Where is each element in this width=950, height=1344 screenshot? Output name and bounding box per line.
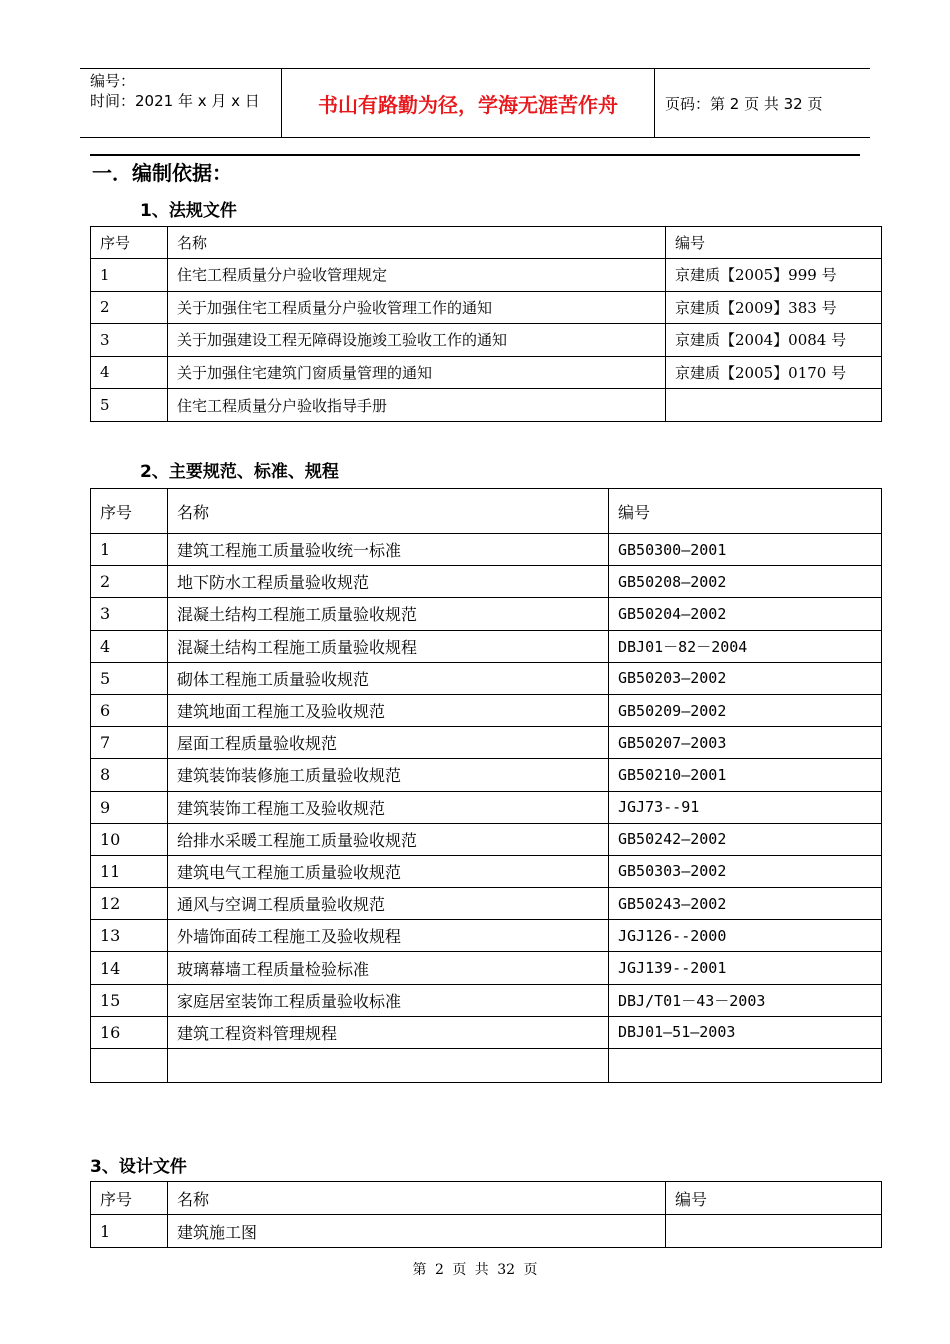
table-row (91, 534, 882, 566)
table-cell: 关于加强住宅建筑门窗质量管理的通知 (168, 356, 666, 389)
table-row (91, 759, 882, 791)
table-cell: 家庭居室装饰工程质量验收标准 (168, 984, 609, 1016)
table-cell: 混凝土结构工程施工质量验收规程 (168, 630, 609, 662)
table-cell: 4 (91, 630, 168, 662)
table-header-cell: 编号 (609, 489, 882, 534)
table-cell: 建筑地面工程施工及验收规范 (168, 694, 609, 726)
table-cell: 给排水采暖工程施工质量验收规范 (168, 823, 609, 855)
page-label: 页码：第 2 页 共 32 页 (665, 94, 823, 113)
table-cell: 关于加强住宅工程质量分户验收管理工作的通知 (168, 291, 666, 324)
table-cell: 1 (91, 259, 168, 292)
table-cell: GB50242—2002 (609, 823, 882, 855)
table-cell: GB50208—2002 (609, 566, 882, 598)
table-row (91, 984, 882, 1016)
table-cell: 建筑工程施工质量验收统一标准 (168, 534, 609, 566)
table-cell: GB50300—2001 (609, 534, 882, 566)
table-cell: 1 (91, 1215, 168, 1248)
table-cell: 7 (91, 727, 168, 759)
table-header-cell: 序号 (91, 1182, 168, 1215)
time-label: 时间：2021 年 x 月 x 日 (90, 92, 260, 110)
table-cell: 建筑装饰装修施工质量验收规范 (168, 759, 609, 791)
design-docs-table (90, 1181, 882, 1248)
table-row (91, 694, 882, 726)
table-cell: 1 (91, 534, 168, 566)
table-row (91, 727, 882, 759)
table-cell: 建筑电气工程施工质量验收规范 (168, 855, 609, 887)
table-row (91, 855, 882, 887)
table-cell: GB50243—2002 (609, 888, 882, 920)
table-row (91, 291, 882, 324)
section2-title: 2、主要规范、标准、规程 (140, 462, 339, 482)
table-header-cell: 序号 (91, 489, 168, 534)
table-cell (666, 389, 882, 422)
table-header-cell: 编号 (666, 227, 882, 259)
table-cell: 15 (91, 984, 168, 1016)
table-header-row (91, 227, 882, 259)
motto-cell (282, 69, 655, 137)
table-cell: GB50203—2002 (609, 662, 882, 694)
standards-table (90, 488, 882, 1083)
table-cell: 3 (91, 324, 168, 357)
table-cell: 2 (91, 566, 168, 598)
table-cell: 11 (91, 855, 168, 887)
motto-text: 书山有路勤为径，学海无涯苦作舟 (318, 92, 618, 117)
heading-rule (90, 154, 860, 156)
table-row (91, 259, 882, 292)
table-header-row (91, 1182, 882, 1215)
table-row (91, 324, 882, 357)
table-row (91, 356, 882, 389)
footer-gong: 共 (474, 1262, 489, 1278)
document-header (80, 68, 870, 138)
table-cell: GB50207—2003 (609, 727, 882, 759)
table-cell: 2 (91, 291, 168, 324)
table-cell: GB50210—2001 (609, 759, 882, 791)
table-cell: JGJ126--2000 (609, 920, 882, 952)
table-header-cell: 编号 (666, 1182, 882, 1215)
table-row (91, 791, 882, 823)
table-cell: 10 (91, 823, 168, 855)
table-cell: 9 (91, 791, 168, 823)
table-cell (168, 1049, 609, 1083)
table-cell: 京建质【2005】999 号 (666, 259, 882, 292)
footer-page-number: 2 (434, 1262, 444, 1278)
table-cell: GB50209—2002 (609, 694, 882, 726)
table-row (91, 1049, 882, 1083)
table-row (91, 952, 882, 984)
table-header-cell: 名称 (168, 227, 666, 259)
table-cell: DBJ01－82－2004 (609, 630, 882, 662)
table-row (91, 566, 882, 598)
table-cell: 关于加强建设工程无障碍设施竣工验收工作的通知 (168, 324, 666, 357)
table-cell (666, 1215, 882, 1248)
footer-ye: 页 (452, 1262, 467, 1278)
section3-title: 3、设计文件 (90, 1157, 187, 1177)
page-footer (0, 1259, 950, 1279)
table-row (91, 823, 882, 855)
table-cell: 6 (91, 694, 168, 726)
table-row (91, 1215, 882, 1248)
footer-di: 第 (412, 1262, 427, 1278)
table-cell: 13 (91, 920, 168, 952)
table-cell: 5 (91, 662, 168, 694)
table-cell: 住宅工程质量分户验收指导手册 (168, 389, 666, 422)
table-row (91, 630, 882, 662)
table-row (91, 920, 882, 952)
page-label-cell (655, 69, 870, 137)
table-cell: 5 (91, 389, 168, 422)
table-row (91, 1016, 882, 1048)
table-cell: 屋面工程质量验收规范 (168, 727, 609, 759)
table-header-cell: 名称 (168, 489, 609, 534)
table-cell: 8 (91, 759, 168, 791)
table-cell: 外墙饰面砖工程施工及验收规程 (168, 920, 609, 952)
table-header-cell: 序号 (91, 227, 168, 259)
table-row (91, 389, 882, 422)
table-cell: 建筑施工图 (168, 1215, 666, 1248)
table-cell: 12 (91, 888, 168, 920)
table-cell: 砌体工程施工质量验收规范 (168, 662, 609, 694)
table-cell: 4 (91, 356, 168, 389)
section1-title: 1、法规文件 (140, 201, 237, 221)
table-cell: 玻璃幕墙工程质量检验标准 (168, 952, 609, 984)
footer-total-pages: 32 (497, 1262, 516, 1278)
table-cell: 3 (91, 598, 168, 630)
table-cell: 通风与空调工程质量验收规范 (168, 888, 609, 920)
table-cell: DBJ01—51—2003 (609, 1016, 882, 1048)
footer-ye-2: 页 (523, 1262, 538, 1278)
table-cell: 住宅工程质量分户验收管理规定 (168, 259, 666, 292)
table-cell: DBJ/T01－43－2003 (609, 984, 882, 1016)
table-cell: 建筑装饰工程施工及验收规范 (168, 791, 609, 823)
table-cell: JGJ139--2001 (609, 952, 882, 984)
table-cell: GB50204—2002 (609, 598, 882, 630)
table-row (91, 598, 882, 630)
section-heading: 一．编制依据： (92, 161, 232, 185)
table-cell: GB50303—2002 (609, 855, 882, 887)
table-cell: 建筑工程资料管理规程 (168, 1016, 609, 1048)
table-row (91, 662, 882, 694)
table-cell: 京建质【2009】383 号 (666, 291, 882, 324)
table-row (91, 888, 882, 920)
table-cell: 混凝土结构工程施工质量验收规范 (168, 598, 609, 630)
table-cell: 16 (91, 1016, 168, 1048)
table-cell (91, 1049, 168, 1083)
table-cell: 14 (91, 952, 168, 984)
header-meta-cell (80, 69, 282, 137)
table-header-row (91, 489, 882, 534)
number-label: 编号： (90, 72, 136, 90)
table-cell: 京建质【2004】0084 号 (666, 324, 882, 357)
regulations-table (90, 226, 882, 422)
table-header-cell: 名称 (168, 1182, 666, 1215)
table-cell: 京建质【2005】0170 号 (666, 356, 882, 389)
table-cell (609, 1049, 882, 1083)
table-cell: 地下防水工程质量验收规范 (168, 566, 609, 598)
table-cell: JGJ73--91 (609, 791, 882, 823)
